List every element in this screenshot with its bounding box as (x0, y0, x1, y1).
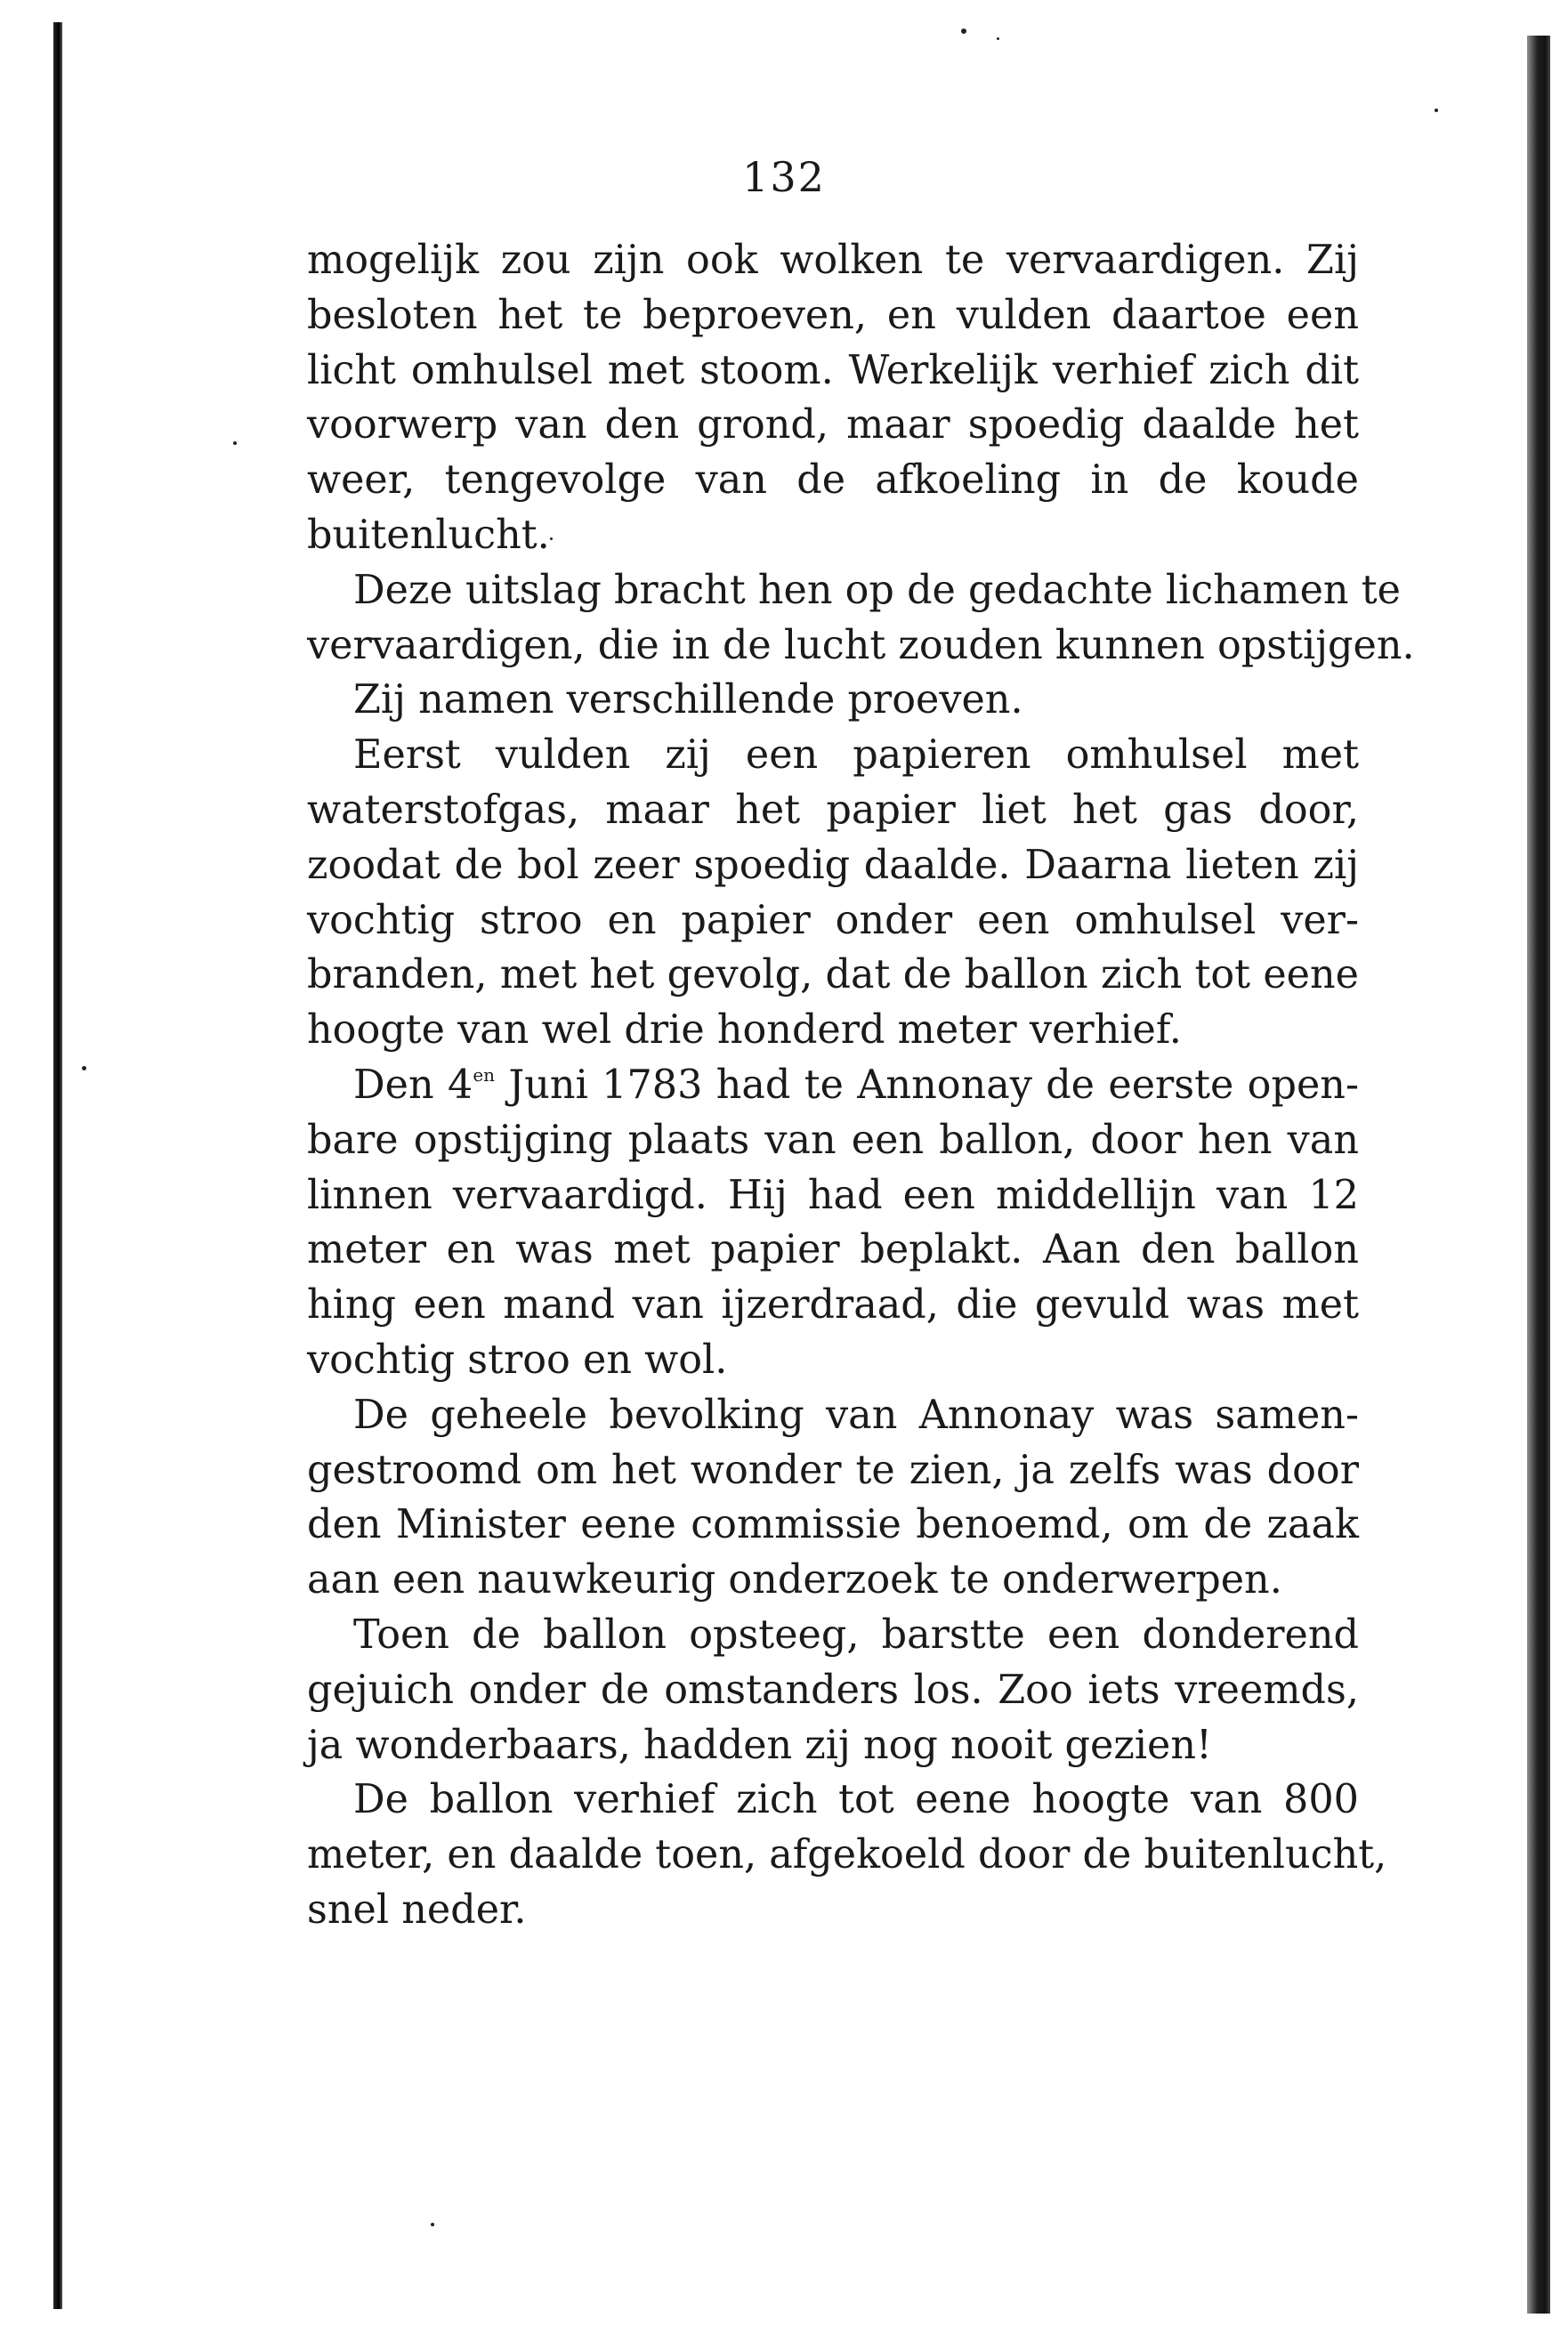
text-line: vochtig stroo en papier onder een omhulsel ver- (307, 897, 1359, 943)
text-line: mogelijk zou zijn ook wolken te vervaardigen. Zij (307, 238, 1359, 283)
text-line: branden, met het gevolg, dat de ballon zich tot eene (307, 952, 1359, 998)
scan-speck (997, 37, 999, 40)
page-number: 132 (742, 153, 826, 201)
text-line: besloten het te beproeven, en vulden daartoe een (307, 292, 1359, 338)
text-line: meter en was met papier beplakt. Aan den ballon (307, 1227, 1359, 1273)
text-line: De ballon verhief zich tot eene hoogte van 800 (353, 1777, 1359, 1823)
text-line: Toen de ballon opsteeg, barstte een donderend (353, 1611, 1359, 1658)
text-line: meter, en daalde toen, afgekoeld door de buitenlucht, (307, 1832, 1387, 1878)
text-line: waterstofgas, maar het papier liet het gas door, (307, 787, 1359, 833)
scan-speck (233, 441, 237, 445)
text-line: ja wonderbaars, hadden zij nog nooit gezien! (307, 1722, 1212, 1768)
text-line: hing een mand van ijzerdraad, die gevuld was met (307, 1282, 1359, 1329)
scan-speck (961, 28, 966, 34)
text-line: snel neder. (307, 1886, 527, 1933)
text-line: Deze uitslag bracht hen op de gedachte lichamen te (353, 567, 1401, 613)
text-line: De geheele bevolking van Annonay was samen- (353, 1392, 1359, 1438)
text-line: licht omhulsel met stoom. Werkelijk verhief zich dit (307, 347, 1359, 393)
text-line: vochtig stroo en wol. (307, 1337, 728, 1383)
text-line: voorwerp van den grond, maar spoedig daalde het (307, 402, 1359, 448)
text-line: zoodat de bol zeer spoedig daalde. Daarna lieten zij (307, 842, 1359, 888)
text-line: vervaardigen, die in de lucht zouden kunnen opstijgen. (307, 622, 1415, 668)
ordinal-superscript: en (473, 1063, 496, 1086)
text-line: linnen vervaardigd. Hij had een middellijn van 12 (307, 1172, 1359, 1218)
text-line: den Minister eene commissie benoemd, om de zaak (307, 1502, 1359, 1548)
text-line: bare opstijging plaats van een ballon, door hen van (307, 1117, 1359, 1163)
scan-speck (431, 2223, 434, 2226)
text-line-start: Den 4 (353, 1062, 473, 1108)
text-line: aan een nauwkeurig onderzoek te onderwerpen. (307, 1557, 1282, 1603)
text-line: gejuich onder de omstanders los. Zoo iets vreemds, (307, 1667, 1359, 1713)
scan-edge-right (1527, 36, 1550, 2314)
scan-speck (82, 1066, 86, 1070)
text-line: gestroomd om het wonder te zien, ja zelfs was door (307, 1447, 1359, 1493)
text-line: weer, tengevolge van de afkoeling in de koude (307, 457, 1359, 504)
text-line-rest: Juni 1783 had te Annonay de eerste open- (495, 1062, 1359, 1108)
body-text (307, 233, 1415, 1938)
text-line: hoogte van wel drie honderd meter verhief. (307, 1007, 1182, 1054)
text-line: Eerst vulden zij een papieren omhulsel met (353, 732, 1359, 779)
text-line: buitenlucht. (307, 512, 550, 558)
text-line (307, 1058, 1359, 1113)
scan-speck (1435, 109, 1438, 112)
text-line: Zij namen verschillende proeven. (353, 677, 1023, 723)
scan-edge-left (53, 22, 62, 2309)
